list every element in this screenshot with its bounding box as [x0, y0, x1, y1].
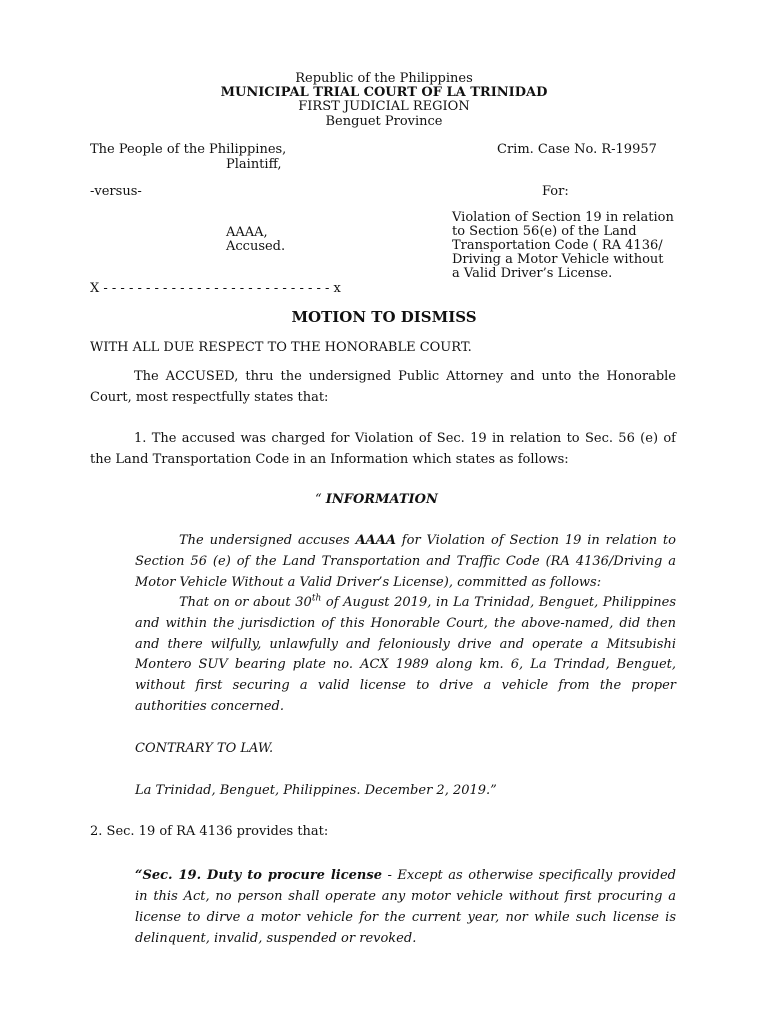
- information-open-quote: “: [315, 492, 326, 507]
- judicial-region: FIRST JUDICIAL REGION: [298, 99, 470, 114]
- intro-paragraph: The ACCUSED, thru the undersigned Public Attorney and unto the Honorable Court, most respectfully states that:: [90, 369, 676, 405]
- section-19-dash: -: [381, 868, 398, 883]
- information-text: of August 2019, in La Trinidad, Benguet, Philippines and within the jurisdiction of this Honorable Court, the above-named, did then and there wilfully, unlawfully and feloniously drive and operate a Mitsubishi Montero SUV bearing plate no. ACX 1989 along km. 6, La Trindad, Benguet, without first securing a valid license to drive a vehicle from the proper authorities concerned.: [135, 595, 677, 714]
- information-text: That on or about 30: [179, 595, 312, 610]
- offense-line: Violation of Section 19 in relation: [452, 210, 674, 225]
- caption-separator: X - - - - - - - - - - - - - - - - - - - - - - - - - - - x: [90, 281, 341, 296]
- section-19-quote: [135, 865, 676, 949]
- information-heading: [315, 492, 438, 508]
- information-place-date: La Trinidad, Benguet, Philippines. December 2, 2019.”: [135, 783, 497, 798]
- province-line: Benguet Province: [325, 114, 443, 129]
- offense-description: [452, 211, 674, 281]
- case-number: Crim. Case No. R-19957: [497, 142, 657, 157]
- section-19-text: Except as otherwise specifically provided in this Act, no person shall operate any motor vehicle without first procuring a license to dirve a motor vehicle for the current year, nor while such license is delinquent, invalid, suspended or revoked.: [135, 868, 676, 946]
- information-heading-text: INFORMATION: [325, 492, 438, 507]
- offense-line: Driving a Motor Vehicle without: [452, 252, 664, 267]
- motion-title: MOTION TO DISMISS: [291, 308, 477, 326]
- accused-role: Accused.: [226, 239, 286, 254]
- republic-line: Republic of the Philippines: [295, 71, 473, 86]
- court-name: MUNICIPAL TRIAL COURT OF LA TRINIDAD: [220, 85, 548, 100]
- plaintiff-role: Plaintiff,: [226, 157, 282, 172]
- contrary-to-law: CONTRARY TO LAW.: [135, 741, 274, 756]
- for-label: For:: [542, 184, 569, 199]
- versus-label: -versus-: [90, 184, 142, 199]
- plaintiff-name: The People of the Philippines,: [90, 142, 287, 157]
- information-paragraph-1: [135, 531, 676, 593]
- item-2-paragraph: 2. Sec. 19 of RA 4136 provides that:: [90, 824, 329, 839]
- salutation: WITH ALL DUE RESPECT TO THE HONORABLE COURT.: [90, 340, 472, 355]
- offense-line: a Valid Driver’s License.: [452, 266, 613, 281]
- offense-line: Transportation Code ( RA 4136/: [452, 238, 663, 253]
- accused-name-bold: AAAA: [355, 533, 396, 548]
- information-text: for Violation of Section 19 in relation to Section 56 (e) of the Land Transportation and Traffic Code (RA 4136/Driving a Motor Vehicle Without a Valid Driver’s License), committed as follows:: [135, 533, 676, 590]
- section-19-heading: “Sec. 19. Duty to procure license: [135, 868, 382, 883]
- item-1-paragraph: 1. The accused was charged for Violation of Sec. 19 in relation to Sec. 56 (e) of the Land Transportation Code in an Information which states as follows:: [90, 431, 676, 467]
- accused-name: AAAA,: [226, 225, 268, 240]
- ordinal-suffix: th: [311, 593, 322, 604]
- offense-line: to Section 56(e) of the Land: [452, 224, 637, 239]
- information-paragraph-2: [135, 593, 676, 718]
- information-text: The undersigned accuses: [179, 533, 356, 548]
